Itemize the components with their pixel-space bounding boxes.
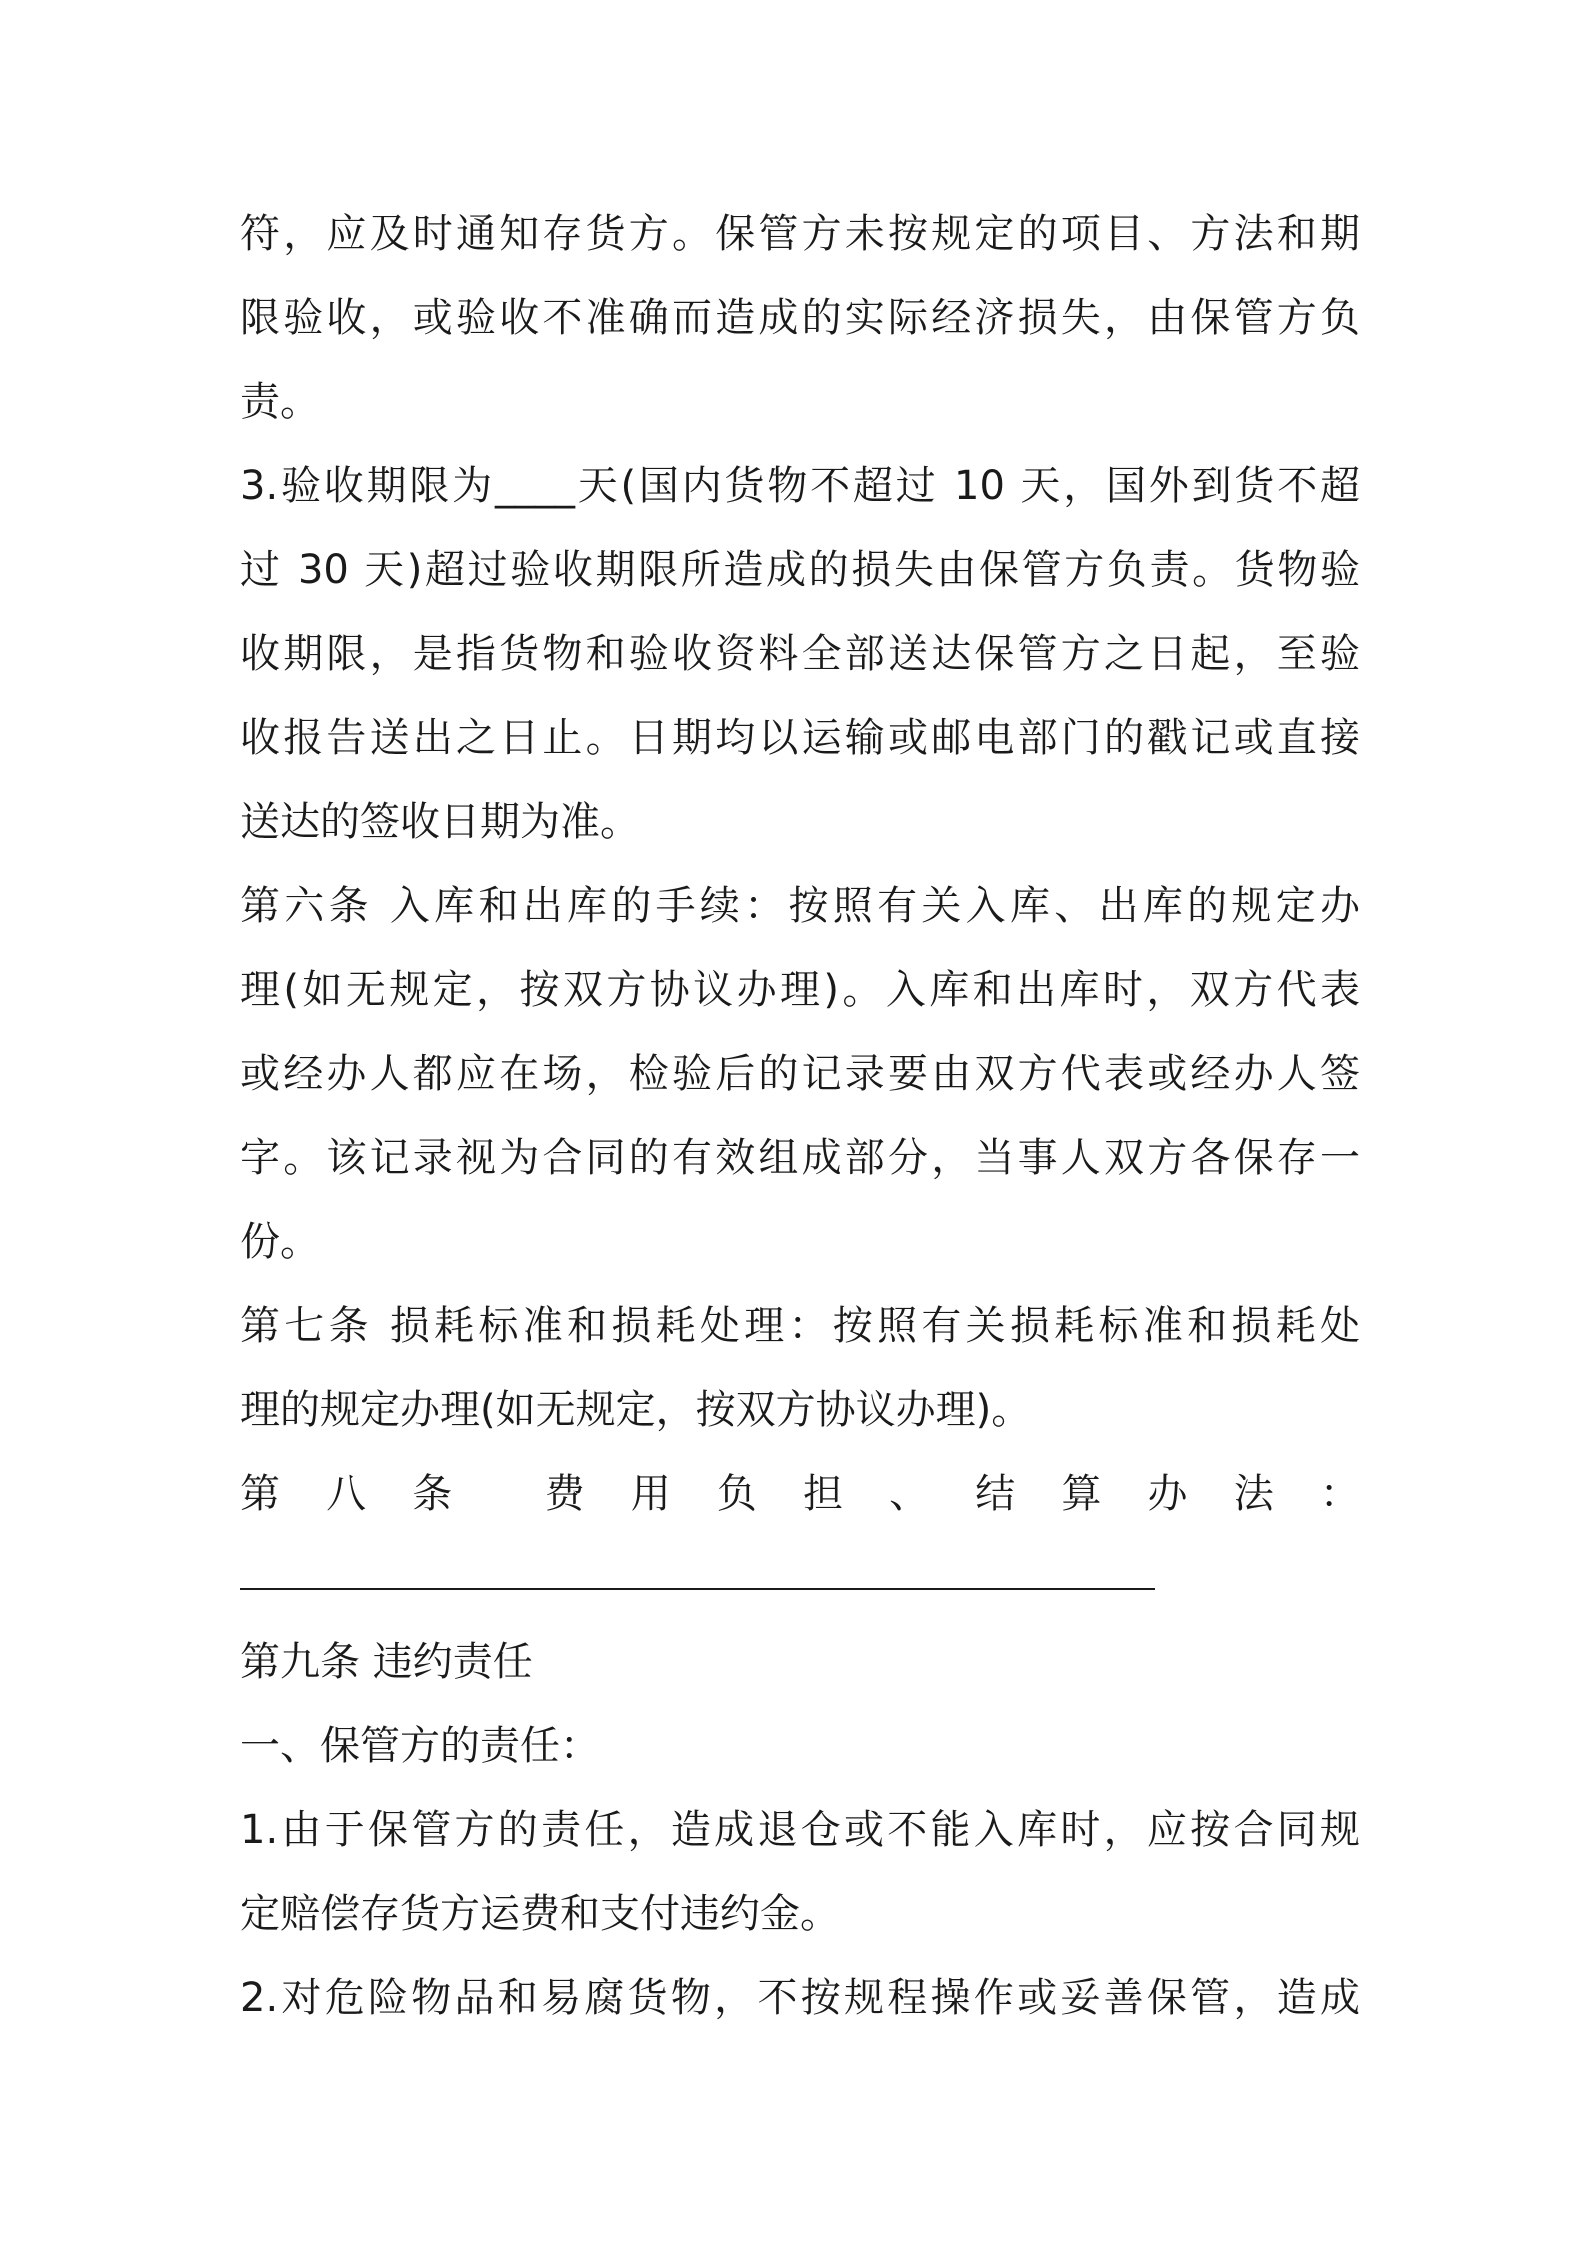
text-line: 过 30 天)超过验收期限所造成的损失由保管方负责。货物验 [240,547,1360,593]
text-line: 符，应及时通知存货方。保管方未按规定的项目、方法和期 [240,211,1360,257]
section-heading: 一、保管方的责任： [240,1723,600,1769]
text-line: 理(如无规定，按双方协议办理)。入库和出库时，双方代表 [240,967,1360,1013]
article-8-char: 条 [412,1471,453,1517]
article-8-char: 算 [1061,1471,1102,1517]
article-8-char: 办 [1147,1471,1188,1517]
article-6-heading: 第六条 入库和出库的手续：按照有关入库、出库的规定办 [240,883,1360,929]
text-line: 份。 [240,1219,320,1265]
text-line: 收期限，是指货物和验收资料全部送达保管方之日起，至验 [240,631,1360,677]
article-8-char: 费 [544,1471,585,1517]
article-8-char: 担 [802,1471,843,1517]
text-line: 定赔偿存货方运费和支付违约金。 [240,1891,840,1937]
article-8-char: 法 [1233,1471,1274,1517]
text-line: 2.对危险物品和易腐货物，不按规程操作或妥善保管，造成 [240,1975,1360,2021]
article-8-char: 八 [326,1471,367,1517]
text-line: 或经办人都应在场，检验后的记录要由双方代表或经办人签 [240,1051,1360,1097]
text-line: 限验收，或验收不准确而造成的实际经济损失，由保管方负 [240,295,1360,341]
text-line: 送达的签收日期为准。 [240,799,640,845]
text-line: 责。 [240,379,320,425]
text-line: 收报告送出之日止。日期均以运输或邮电部门的戳记或直接 [240,715,1360,761]
article-8-heading [240,1452,1360,1536]
article-8-char: 、 [889,1471,930,1517]
article-9-heading: 第九条 违约责任 [240,1639,533,1685]
article-8-char: 用 [630,1471,671,1517]
article-7-heading: 第七条 损耗标准和损耗处理：按照有关损耗标准和损耗处 [240,1303,1360,1349]
article-8-char: 第 [240,1471,280,1517]
text-line: 理的规定办理(如无规定，按双方协议办理)。 [240,1387,1032,1433]
fill-in-blank-line [240,1536,1360,1620]
text-line: 1.由于保管方的责任，造成退仓或不能入库时，应按合同规 [240,1807,1360,1853]
text-line: 3.验收期限为____天(国内货物不超过 10 天，国外到货不超 [240,463,1360,509]
article-8-char: 结 [975,1471,1016,1517]
article-8-char: ： [1319,1471,1360,1517]
text-line: 字。该记录视为合同的有效组成部分，当事人双方各保存一 [240,1135,1360,1181]
article-8-char: 负 [716,1471,757,1517]
blank-underline [240,1588,1155,1590]
document-body [240,192,1360,2040]
